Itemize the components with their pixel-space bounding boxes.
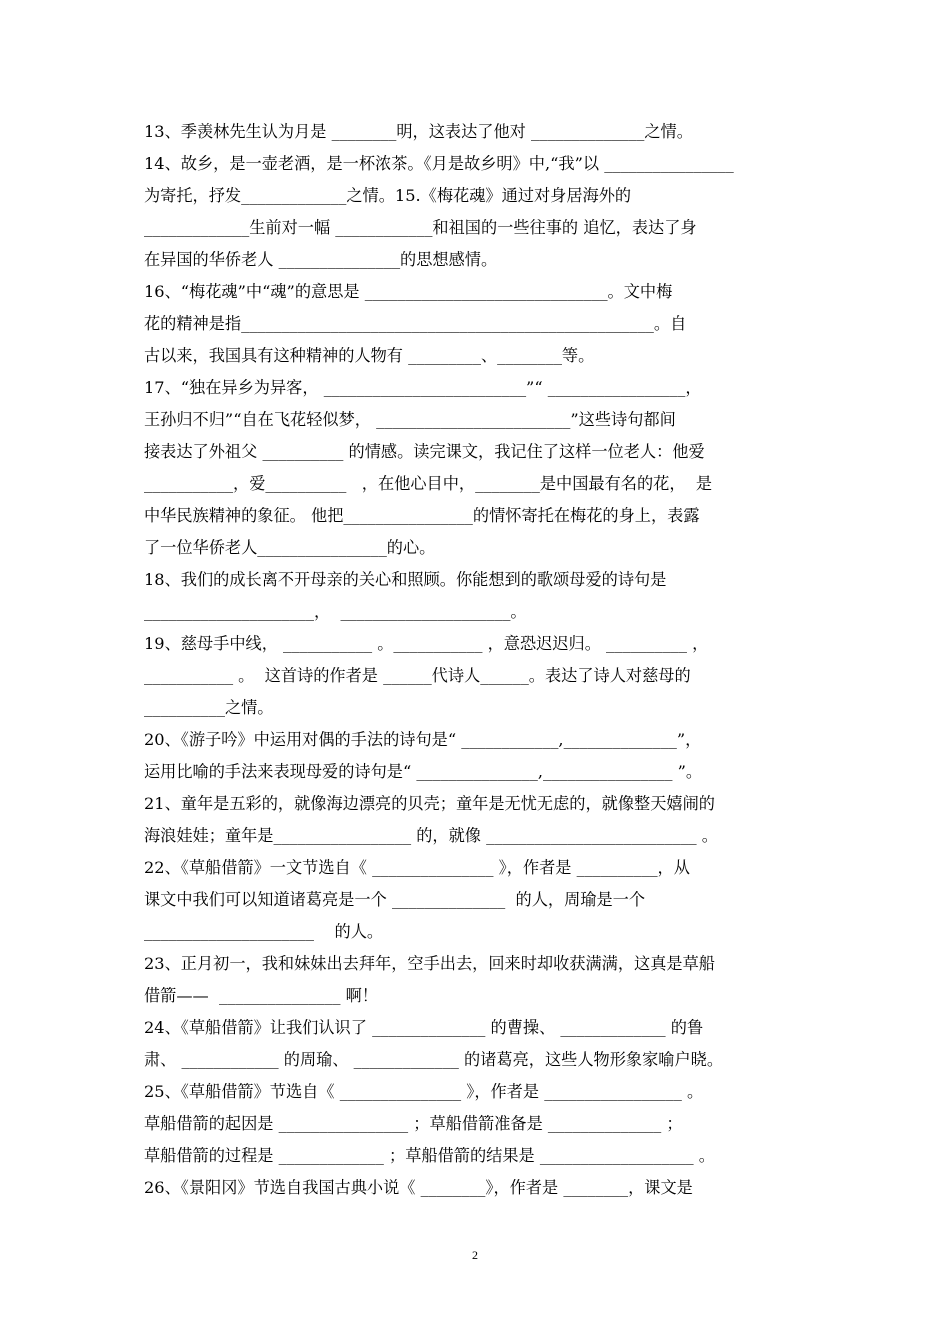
text-line: 课文中我们可以知道诸葛亮是一个 ______________ 的人，周瑜是一个 bbox=[144, 890, 646, 909]
text-line: 22、《草船借箭》一文节选自《 _______________ 》，作者是 __________，从 bbox=[144, 858, 690, 877]
page-number: 2 bbox=[472, 1248, 478, 1262]
text-line: _____________生前对一幅 ____________和祖国的一些往事的 追忆，表达了身 bbox=[144, 218, 697, 237]
text-line: 17、“独在异乡为异客， _________________________”“ _________________， bbox=[144, 378, 702, 397]
text-line: 肃、 ____________ 的周瑜、 _____________ 的诸葛亮，这些人物形象家喻户晓。 bbox=[144, 1050, 724, 1069]
text-line: 王孙归不归”“自在飞花轻似梦， ________________________”这些诗句都间 bbox=[144, 410, 676, 429]
text-line: 19、慈母手中线， ___________ 。___________ ，意恐迟迟归。 __________ ， bbox=[144, 634, 709, 653]
text-line: ___________ 。 这首诗的作者是 ______代诗人______。表达了诗人对慈母的 bbox=[144, 666, 691, 685]
text-line: 借箭—— _______________ 啊！ bbox=[144, 986, 378, 1005]
text-line: 为寄托，抒发_____________之情。15.《梅花魂》通过对身居海外的 bbox=[144, 186, 632, 205]
text-line: 21、童年是五彩的，就像海边漂亮的贝壳；童年是无忧无虑的，就像整天嬉闹的 bbox=[144, 794, 715, 813]
text-line: 23、正月初一，我和妹妹出去拜年，空手出去，回来时却收获满满，这真是草船 bbox=[144, 954, 715, 973]
text-line: 草船借箭的过程是 _____________ ；草船借箭的结果是 ___________________ 。 bbox=[144, 1146, 715, 1165]
text-line: 26、《景阳冈》节选自我国古典小说《 ________》，作者是 ________，课文是 bbox=[144, 1178, 693, 1197]
text-line: 海浪娃娃；童年是_________________ 的，就像 __________________________ 。 bbox=[144, 826, 718, 845]
text-line: 了一位华侨老人________________的心。 bbox=[144, 538, 436, 557]
text-line: 24、《草船借箭》让我们认识了 ______________ 的曹操、 _____________ 的鲁 bbox=[144, 1018, 704, 1037]
document-body bbox=[144, 116, 809, 1204]
text-line: 13、季羡林先生认为月是 ________明，这表达了他对 ______________之情。 bbox=[144, 122, 693, 141]
text-line: __________之情。 bbox=[144, 698, 274, 717]
text-line: 14、故乡，是一壶老酒，是一杯浓茶。《月是故乡明》中,“我”以 ________________ bbox=[144, 154, 734, 173]
text-line: 花的精神是指___________________________________________________。自 bbox=[144, 314, 687, 333]
text-line: 运用比喻的手法来表现母爱的诗句是“ _______________,________________ ”。 bbox=[144, 762, 703, 781]
text-line: 中华民族精神的象征。 他把________________的情怀寄托在梅花的身上，表露 bbox=[144, 506, 700, 525]
text-line: 接表达了外祖父 __________ 的情感。读完课文，我记住了这样一位老人：他爱 bbox=[144, 442, 705, 461]
text-line: 20、《游子吟》中运用对偶的手法的诗句是“ ____________,______________”， bbox=[144, 730, 702, 749]
text-line: 古以来，我国具有这种精神的人物有 _________、________等。 bbox=[144, 346, 595, 365]
text-line: 16、“梅花魂”中“魂”的意思是 ______________________________。文中梅 bbox=[144, 282, 673, 301]
text-line: _____________________， _____________________。 bbox=[144, 602, 527, 621]
text-line: 草船借箭的起因是 ________________ ；草船借箭准备是 ______________ ； bbox=[144, 1114, 683, 1133]
text-line: 在异国的华侨老人 _______________的思想感情。 bbox=[144, 250, 498, 269]
text-line: ___________，爱__________ ，在他心目中，________是中国最有名的花， 是 bbox=[144, 474, 713, 493]
text-line: 25、《草船借箭》节选自《 _______________ 》，作者是 _________________ 。 bbox=[144, 1082, 704, 1101]
text-line: 18、我们的成长离不开母亲的关心和照顾。你能想到的歌颂母爱的诗句是 bbox=[144, 570, 667, 589]
text-line: _____________________ 的人。 bbox=[144, 922, 384, 941]
